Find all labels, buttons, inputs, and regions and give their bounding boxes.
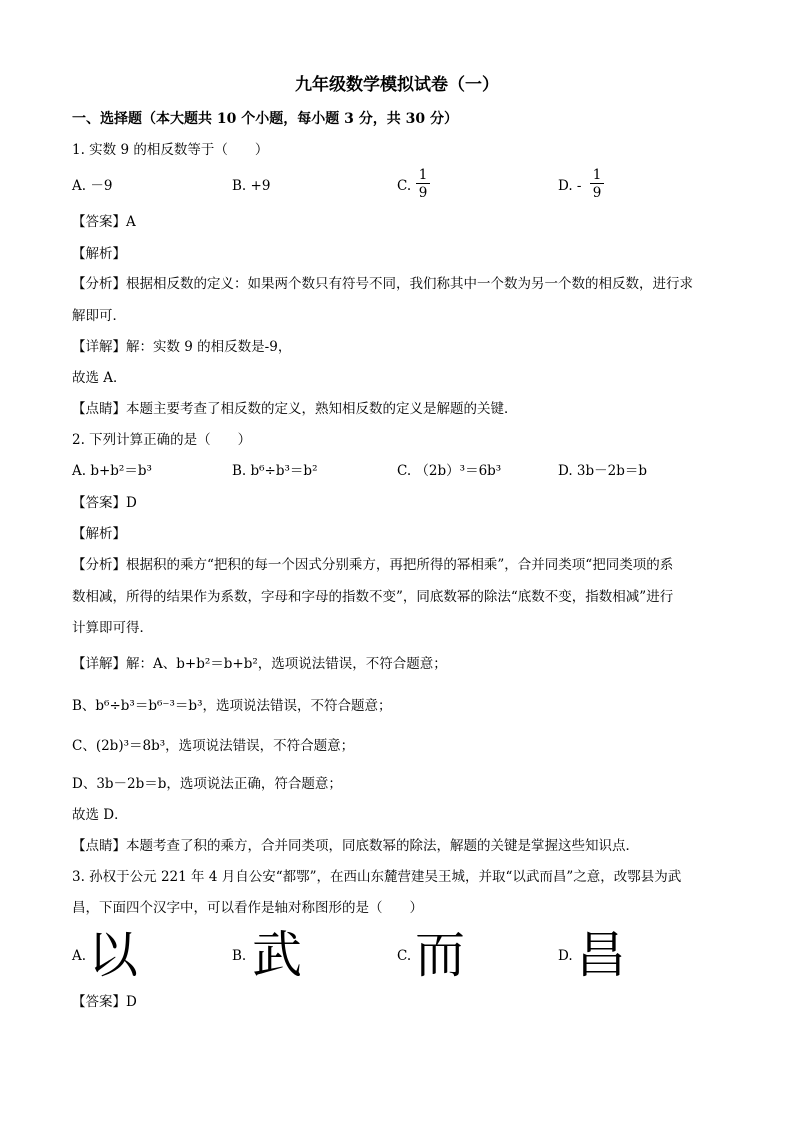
q3-answer: 【答案】D	[72, 994, 137, 1010]
q2-option-c: C. （2b）³＝6b³	[397, 463, 502, 479]
q2-fenxi-line2: 数相减，所得的结果作为系数，字母和字母的指数不变”，同底数幂的除法“底数不变，指数相减”进行	[72, 589, 674, 605]
page-title: 九年级数学模拟试卷（一）	[295, 75, 499, 95]
section-heading: 一、选择题（本大题共 10 个小题，每小题 3 分，共 30 分）	[72, 111, 458, 127]
q1-option-c-label: C.	[397, 178, 412, 194]
q3-option-c-character: 而	[415, 926, 465, 984]
fraction-numerator: 1	[418, 167, 428, 183]
q2-guxuan: 故选 D．	[72, 807, 128, 823]
q2-xiangjie-d: D、3b－2b＝b，选项说法正确，符合题意；	[72, 776, 342, 792]
q1-answer: 【答案】A	[72, 214, 136, 230]
q3-option-d-label: D.	[558, 948, 573, 964]
q2-fenxi-line1: 【分析】根据积的乘方“把积的每一个因式分别乘方，再把所得的幂相乘”，合并同类项“把同类项的系	[72, 557, 674, 573]
q2-dianjing: 【点睛】本题考查了积的乘方，合并同类项，同底数幂的除法，解题的关键是掌握这些知识点．	[72, 838, 639, 854]
q2-fenxi-line3: 计算即可得．	[72, 620, 153, 636]
fraction-denominator: 9	[418, 185, 428, 201]
q3-option-b-character: 武	[252, 926, 302, 984]
q1-analysis-heading: 【解析】	[72, 246, 126, 262]
q1-fenxi-line2: 解即可．	[72, 308, 126, 324]
q1-option-b: B. +9	[232, 178, 271, 194]
q3-option-c-label: C.	[397, 948, 412, 964]
q3-option-d-character: 昌	[576, 926, 626, 984]
q2-option-b: B. b⁶÷b³＝b²	[232, 463, 318, 479]
q1-fenxi-line1: 【分析】根据相反数的定义：如果两个数只有符号不同，我们称其中一个数为另一个数的相反数，进行求	[72, 276, 693, 292]
q3-option-b-label: B.	[232, 948, 247, 964]
q1-option-d-label: D. -	[558, 178, 582, 194]
q2-xiangjie-b: B、b⁶÷b³＝b⁶⁻³＝b³，选项说法错误，不符合题意；	[72, 698, 392, 714]
q1-option-c-fraction	[416, 167, 430, 202]
q2-answer: 【答案】D	[72, 495, 137, 511]
q1-xiangjie: 【详解】解：实数 9 的相反数是-9，	[72, 339, 292, 355]
q3-option-a-character: 以	[88, 926, 138, 984]
q2-xiangjie-a: 【详解】解：A、b+b²＝b+b²，选项说法错误，不符合题意；	[72, 656, 447, 672]
q2-analysis-heading: 【解析】	[72, 526, 126, 542]
q1-stem: 1. 实数 9 的相反数等于（ ）	[72, 142, 269, 158]
fraction-numerator: 1	[592, 167, 602, 183]
q3-stem-line1: 3. 孙权于公元 221 年 4 月自公安“都鄂”，在西山东麓营建吴王城，并取“以武而昌”之意，改鄂县为武	[72, 869, 682, 885]
q2-stem: 2. 下列计算正确的是（ ）	[72, 432, 252, 448]
q1-option-a: A. －9	[72, 178, 113, 194]
q1-guxuan: 故选 A．	[72, 370, 127, 386]
q2-option-a: A. b+b²＝b³	[72, 463, 152, 479]
q3-option-a-label: A.	[72, 948, 87, 964]
q2-xiangjie-c: C、(2b)³＝8b³，选项说法错误，不符合题意；	[72, 738, 355, 754]
q1-option-d-fraction	[590, 167, 604, 202]
q2-option-d: D. 3b－2b＝b	[558, 463, 648, 479]
fraction-denominator: 9	[592, 185, 602, 201]
q1-dianjing: 【点睛】本题主要考查了相反数的定义，熟知相反数的定义是解题的关键．	[72, 401, 518, 417]
q3-stem-line2: 昌，下面四个汉字中，可以看作是轴对称图形的是（ ）	[72, 900, 423, 916]
